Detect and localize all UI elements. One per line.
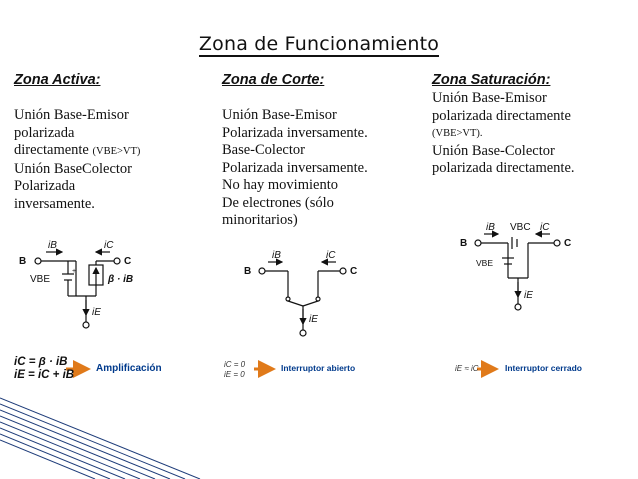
label-vbc: VBC [510, 222, 531, 233]
text-cutoff: Unión Base-Emisor Polarizada inversamente. Base-Colector Polarizada inversamente. No hay movimiento De electrones (sólo minoritarios) [222, 107, 368, 228]
result-cutoff: Interruptor abierto [281, 363, 356, 373]
label-c1: C [124, 256, 132, 267]
label-ib3: iB [486, 222, 495, 233]
formula-active: iC = β · iB iE = iC + iB [14, 356, 75, 381]
label-b1: B [19, 256, 27, 267]
label-ie1: iE [92, 307, 101, 318]
decorative-stripes [0, 398, 200, 479]
label-ic2: iC [326, 250, 336, 261]
circuit-saturation [475, 234, 560, 310]
result-saturation: Interruptor cerrado [505, 363, 582, 373]
label-plus1: + [72, 268, 77, 275]
heading-saturation: Zona Saturación: [432, 72, 551, 88]
label-ib1: iB [48, 240, 57, 251]
result-active: Amplificación [96, 363, 162, 374]
label-vbe3: VBE [476, 258, 494, 268]
label-b2: B [244, 266, 252, 277]
formula-cutoff: iC = 0 iE = 0 [224, 360, 246, 379]
label-b3: B [460, 238, 468, 249]
heading-active: Zona Activa: [14, 72, 101, 88]
text-active: Unión Base-Emisor polarizada directamente (VBE>VT) Unión BaseColector Polarizada inversamente. [14, 107, 141, 212]
label-c3: C [564, 238, 572, 249]
label-source: β · iB [108, 274, 134, 285]
heading-cutoff: Zona de Corte: [222, 72, 325, 88]
label-ie3: iE [524, 290, 533, 301]
label-c2: C [350, 266, 358, 277]
label-ib2: iB [272, 250, 281, 261]
circuit-active [35, 252, 120, 328]
label-vbe1: VBE [30, 274, 51, 285]
text-saturation: Unión Base-Emisor polarizada directamente (VBE>VT). Unión Base-Colector polarizada directamente. [432, 90, 575, 176]
circuit-cutoff [259, 262, 346, 336]
page-title: Zona de Funcionamiento [198, 33, 440, 55]
formula-saturation: iE ≈ iC [455, 364, 479, 373]
label-ic1: iC [104, 240, 114, 251]
label-ic3: iC [540, 222, 550, 233]
label-ie2: iE [309, 314, 318, 325]
